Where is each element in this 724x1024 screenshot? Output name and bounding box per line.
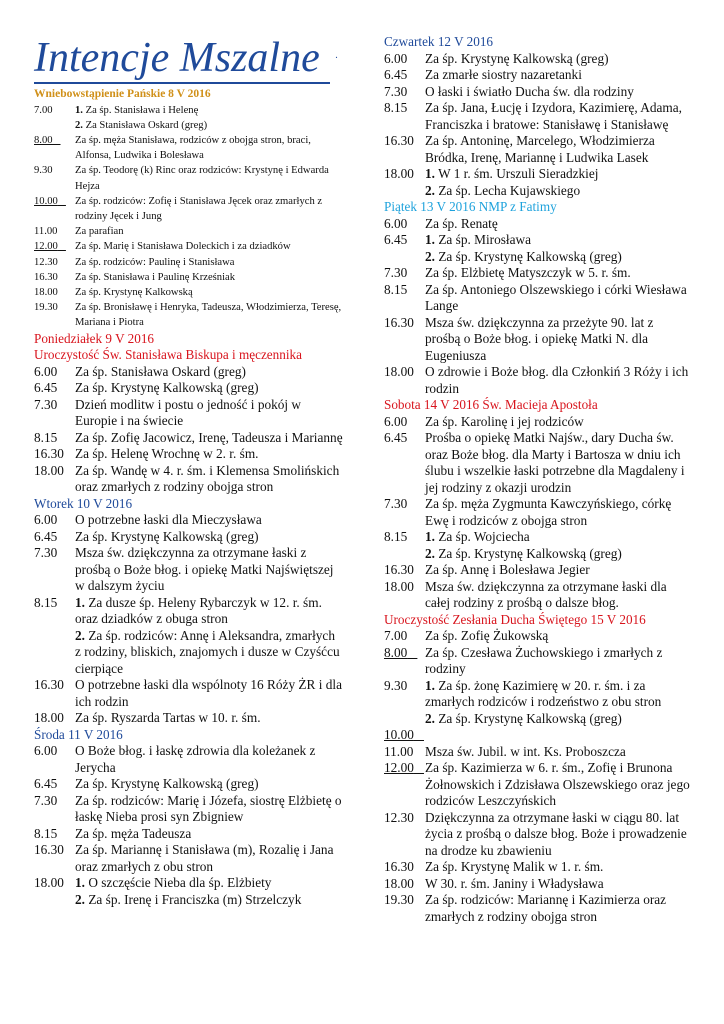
intention-label: Za śp. rodziców: Marię i Józefa, siostrę Elżbietę o łaskę Nieba prosi syn Zbigniew bbox=[75, 792, 342, 825]
mass-intention bbox=[384, 232, 690, 249]
mass-intention bbox=[384, 414, 690, 431]
intention-text bbox=[75, 842, 344, 875]
intention-label: Za śp. rodziców: Mariannę i Kazimierza oraz zmarłych z rodziny obojga stron bbox=[425, 892, 667, 924]
mass-time: 9.30 bbox=[384, 677, 408, 693]
mass-intention bbox=[34, 463, 344, 496]
intention-text bbox=[425, 430, 690, 496]
intention-text bbox=[75, 255, 344, 270]
mass-time: 18.00 bbox=[34, 875, 64, 891]
mass-time: 6.45 bbox=[34, 528, 58, 544]
intention-text bbox=[75, 103, 344, 118]
intention-label: Za śp. Czesława Żuchowskiego i zmarłych z rodziny bbox=[425, 644, 663, 676]
mass-intention bbox=[384, 364, 690, 397]
mass-time: 6.00 bbox=[34, 743, 58, 759]
intention-text bbox=[425, 249, 690, 266]
intention-number: 2. bbox=[425, 710, 435, 726]
mass-time: 8.15 bbox=[384, 100, 408, 115]
intention-label: O szczęście Nieba dla śp. Elżbiety bbox=[88, 875, 272, 891]
intention-label: O zdrowie i Boże błog. dla Członkiń 3 Róży i ich rodzin bbox=[425, 364, 689, 396]
intention-text bbox=[425, 216, 690, 233]
mass-time: 19.30 bbox=[384, 892, 414, 907]
intention-text bbox=[75, 239, 344, 254]
mass-intention bbox=[34, 545, 344, 595]
mass-time: 10.00 bbox=[34, 195, 58, 207]
intention-text bbox=[75, 133, 344, 163]
mass-time: 18.00 bbox=[384, 166, 414, 181]
intention-text bbox=[425, 562, 690, 579]
mass-intention bbox=[384, 133, 690, 166]
mass-time: 16.30 bbox=[34, 842, 64, 858]
mass-intention bbox=[384, 315, 690, 365]
intention-text bbox=[75, 512, 344, 529]
mass-intention bbox=[34, 892, 344, 909]
mass-intention bbox=[384, 876, 690, 893]
intention-label: Za śp. męża Tadeusza bbox=[75, 825, 192, 841]
day-header: Czwartek 12 V 2016 bbox=[384, 34, 494, 49]
intention-text bbox=[425, 579, 690, 612]
mass-intention bbox=[34, 512, 344, 529]
intention-number: 2. bbox=[425, 545, 435, 561]
intention-label: Za śp. Krystynę Kalkowską (greg) bbox=[75, 528, 259, 544]
intention-label: Za śp. Mirosława bbox=[438, 232, 532, 247]
intention-number: 2. bbox=[75, 627, 85, 643]
day-header: Środa 11 V 2016 bbox=[34, 726, 123, 742]
intention-text bbox=[75, 545, 344, 595]
intention-label: Za śp. męża Stanisława, rodziców z obojga stron, braci, Alfonsa, Ludwika i Bolesława bbox=[75, 134, 311, 162]
mass-intention bbox=[34, 677, 344, 710]
mass-intention bbox=[384, 216, 690, 233]
mass-time: 7.00 bbox=[384, 628, 408, 643]
intention-label: Za śp. Lecha Kujawskiego bbox=[438, 182, 581, 198]
mass-intention bbox=[34, 397, 344, 430]
intention-label: Za śp. Teodorę (k) Rinc oraz rodziców: Krystynę i Edwarda Hejza bbox=[75, 165, 329, 192]
mass-time: 18.00 bbox=[34, 286, 58, 298]
intention-label: Msza św. Jubil. w int. Ks. Proboszcza bbox=[425, 743, 626, 759]
mass-intention bbox=[384, 100, 690, 133]
mass-intention bbox=[384, 183, 690, 200]
intention-label: O potrzebne łaski dla wspólnoty 16 Róży ŻR i dla ich rodzin bbox=[75, 677, 343, 709]
mass-time: 16.30 bbox=[34, 271, 58, 283]
intention-text bbox=[75, 364, 344, 381]
intention-number: 1. bbox=[75, 104, 83, 116]
mass-intention bbox=[384, 678, 690, 711]
intention-text bbox=[425, 645, 690, 678]
intention-label: Za śp. Stanisława Oskard (greg) bbox=[75, 363, 246, 379]
intention-text bbox=[75, 300, 344, 330]
mass-time: 18.00 bbox=[384, 875, 414, 891]
mass-time: 16.30 bbox=[34, 446, 64, 462]
mass-intention bbox=[384, 810, 690, 860]
day-section bbox=[34, 727, 344, 909]
intention-label: Za śp. Jana, Łucję i Izydora, Kazimierę, Adama, Franciszka i bratowe: Stanisławę i Stanisławę bbox=[425, 100, 682, 132]
mass-intention bbox=[384, 166, 690, 183]
mass-intention bbox=[384, 249, 690, 266]
intention-label: Za śp. Krystynę Kalkowską (greg) bbox=[438, 545, 622, 561]
mass-intention bbox=[384, 711, 690, 728]
mass-time: 8.00 bbox=[34, 134, 53, 146]
mass-intention bbox=[34, 595, 344, 628]
mass-intention bbox=[384, 546, 690, 563]
intention-text bbox=[425, 859, 690, 876]
mass-time: 12.00 bbox=[384, 760, 414, 775]
intention-label: Za dusze śp. Heleny Rybarczyk w 12. r. śm. oraz dziadków z obuga stron bbox=[75, 594, 322, 627]
mass-time: 10.00 bbox=[384, 727, 414, 742]
intention-label: O łaski i światło Ducha św. dla rodziny bbox=[425, 83, 634, 99]
intention-label: Za śp. rodziców: Paulinę i Stanisława bbox=[75, 256, 235, 268]
intention-label: Za śp. Antoninę, Marcelego, Włodzimierza Bródka, Irenę, Mariannę i Ludwika Lasek bbox=[425, 133, 655, 165]
intention-text bbox=[425, 100, 690, 133]
intention-label: Dzień modlitw i postu o jedność i pokój w Europie i na świecie bbox=[75, 396, 302, 429]
intention-text bbox=[75, 710, 344, 727]
intention-text bbox=[425, 133, 690, 166]
intention-label: Za śp. Krystynę Malik w 1. r. śm. bbox=[425, 859, 604, 874]
intention-text bbox=[425, 183, 690, 200]
intention-number: 2. bbox=[425, 248, 435, 264]
intention-text bbox=[75, 430, 344, 447]
day-header: Wniebowstąpienie Pańskie 8 V 2016 bbox=[34, 88, 211, 100]
mass-time: 16.30 bbox=[384, 133, 414, 148]
intention-text bbox=[75, 118, 344, 133]
mass-intention bbox=[384, 84, 690, 101]
mass-time: 8.15 bbox=[34, 594, 58, 610]
intention-text bbox=[425, 282, 690, 315]
mass-intention bbox=[34, 793, 344, 826]
mass-time: 6.45 bbox=[384, 67, 408, 82]
mass-intention bbox=[384, 760, 690, 810]
intention-label: Za śp. Helenę Wrochnę w 2. r. śm. bbox=[75, 446, 259, 462]
mass-time: 16.30 bbox=[384, 859, 414, 874]
intention-label: Za śp. Ryszarda Tartas w 10. r. śm. bbox=[75, 710, 261, 726]
intention-text bbox=[425, 678, 690, 711]
mass-time: 8.15 bbox=[34, 825, 58, 841]
intention-number: 2. bbox=[425, 182, 435, 198]
intention-text bbox=[425, 810, 690, 860]
intention-label: Za śp. męża Zygmunta Kawczyńskiego, córkę Ewę i rodziców z obojga stron bbox=[425, 496, 672, 528]
intention-text bbox=[425, 529, 690, 546]
intention-text bbox=[75, 776, 344, 793]
mass-intention bbox=[384, 744, 690, 761]
mass-time: 7.30 bbox=[34, 545, 58, 561]
mass-intention bbox=[34, 255, 344, 270]
intention-label: W 1 r. śm. Urszuli Sieradzkiej bbox=[438, 166, 599, 181]
intention-text bbox=[75, 793, 344, 826]
mass-intention bbox=[384, 282, 690, 315]
intention-label: Za zmarłe siostry nazaretanki bbox=[425, 67, 582, 82]
mass-time: 7.30 bbox=[384, 496, 408, 511]
intention-text bbox=[75, 529, 344, 546]
intention-text bbox=[425, 364, 690, 397]
mass-intention bbox=[34, 270, 344, 285]
day-section bbox=[384, 397, 690, 612]
intention-text bbox=[75, 446, 344, 463]
intention-number: 2. bbox=[75, 119, 83, 131]
intention-text bbox=[425, 414, 690, 431]
mass-time: 11.00 bbox=[34, 226, 58, 238]
day-header: Piątek 13 V 2016 NMP z Fatimy bbox=[384, 199, 557, 214]
mass-intention bbox=[34, 380, 344, 397]
intention-label: O potrzebne łaski dla Mieczysława bbox=[75, 512, 262, 528]
mass-time: 12.00 bbox=[34, 241, 58, 253]
mass-intention bbox=[34, 826, 344, 843]
mass-intention bbox=[384, 430, 690, 496]
intention-label: Za śp. Krystynę Kalkowską (greg) bbox=[438, 710, 622, 726]
mass-time: 16.30 bbox=[384, 562, 414, 577]
intention-label: Za śp. Marię i Stanisława Doleckich i za dziadków bbox=[75, 241, 291, 253]
day-header: Sobota 14 V 2016 Św. Macieja Apostoła bbox=[384, 397, 598, 412]
intention-text bbox=[75, 163, 344, 193]
intention-text bbox=[75, 285, 344, 300]
intention-label: Za śp. Antoniego Olszewskiego i córki Wiesława Lange bbox=[425, 281, 687, 313]
intention-label: Za śp. Bronisławę i Henryka, Tadeusza, Włodzimierza, Teresę, Mariana i Piotra bbox=[75, 302, 342, 329]
mass-intention bbox=[34, 103, 344, 118]
mass-time: 6.00 bbox=[34, 363, 58, 379]
intention-text bbox=[75, 677, 344, 710]
intention-label: W 30. r. śm. Janiny i Władysława bbox=[425, 875, 604, 891]
mass-intention bbox=[384, 859, 690, 876]
intention-text bbox=[75, 743, 344, 776]
intention-text bbox=[425, 232, 690, 249]
intention-number: 2. bbox=[75, 891, 85, 907]
day-header: Uroczystość Zesłania Ducha Świętego 15 V 2016 bbox=[384, 611, 646, 627]
intention-label: Msza św. dziękczynna za otrzymane łaski dla całej rodziny z prośbą o dalsze błog. bbox=[425, 578, 667, 610]
mass-intention bbox=[34, 224, 344, 239]
day-section bbox=[34, 86, 344, 331]
mass-intention bbox=[384, 496, 690, 529]
mass-time: 16.30 bbox=[384, 314, 414, 330]
intention-label: Prośba o opiekę Matki Najśw., dary Ducha św. oraz Boże błog. dla Marty i Bartosza w dniu ich ślubu i wszelkie łaski potrzebne dla Magdaleny i jej rodziny z okazji urodzin bbox=[425, 430, 685, 495]
intention-text bbox=[425, 166, 690, 183]
mass-time: 6.45 bbox=[34, 776, 58, 792]
mass-intention bbox=[34, 446, 344, 463]
intention-number: 1. bbox=[425, 677, 435, 693]
intention-label: Za śp. Krystynę Kalkowską (greg) bbox=[425, 50, 609, 66]
intention-label: Za śp. rodziców: Annę i Aleksandra, zmarłych z rodziny, bliskich, znajomych i dusze w Czyśćcu cierpiące bbox=[75, 627, 340, 676]
intention-number: 1. bbox=[425, 166, 435, 181]
mass-time: 7.30 bbox=[384, 83, 408, 99]
mass-time: 12.30 bbox=[34, 256, 58, 268]
intention-number: 1. bbox=[425, 232, 435, 247]
intention-label: Msza św. dziękczynna za otrzymane łaski z prośbą o Boże błog. i opiekę Matki Najświętszej w dalszym życiu bbox=[75, 545, 334, 594]
mass-intention bbox=[34, 239, 344, 254]
day-section bbox=[384, 34, 690, 199]
mass-intention bbox=[34, 285, 344, 300]
mass-intention bbox=[384, 51, 690, 68]
intention-label: Za śp. Annę i Bolesława Jegier bbox=[425, 562, 590, 577]
mass-time: 6.00 bbox=[384, 413, 408, 429]
mass-intention bbox=[34, 529, 344, 546]
day-section bbox=[384, 199, 690, 397]
mass-intention bbox=[34, 118, 344, 133]
mass-intention bbox=[34, 875, 344, 892]
mass-time: 8.15 bbox=[34, 429, 58, 445]
intention-text bbox=[425, 51, 690, 68]
mass-intention bbox=[34, 743, 344, 776]
intention-label: Za śp. Stanisława i Helenę bbox=[85, 104, 199, 116]
intention-text bbox=[75, 595, 344, 628]
mass-time: 6.00 bbox=[384, 50, 408, 66]
mass-intention bbox=[34, 430, 344, 447]
mass-time: 11.00 bbox=[384, 743, 414, 759]
intention-label: Za śp. Irenę i Franciszka (m) Strzelczyk bbox=[88, 891, 302, 907]
intention-label: Za śp. Wandę w 4. r. śm. i Klemensa Smolińskich oraz zmarłych z rodziny obojga stron bbox=[75, 462, 340, 495]
intention-label: Za śp. Zofię Żukowską bbox=[425, 628, 549, 643]
mass-time: 6.45 bbox=[384, 430, 408, 445]
intention-label: Za śp. Karolinę i jej rodziców bbox=[425, 413, 584, 429]
mass-time: 18.00 bbox=[34, 710, 64, 726]
mass-time: 16.30 bbox=[34, 677, 64, 693]
intention-label: Za śp. Krystynę Kalkowską (greg) bbox=[75, 776, 259, 792]
mass-intention bbox=[384, 645, 690, 678]
mass-time: 9.30 bbox=[34, 165, 53, 177]
intention-number: 1. bbox=[75, 875, 85, 891]
intention-label: Za śp. Krystynę Kalkowską (greg) bbox=[75, 380, 259, 396]
intention-text bbox=[425, 760, 690, 810]
intention-text bbox=[75, 628, 344, 678]
mass-intention bbox=[384, 727, 690, 744]
intention-text bbox=[75, 270, 344, 285]
mass-intention bbox=[384, 579, 690, 612]
title-dot: . bbox=[335, 50, 338, 61]
intention-label: Za śp. Zofię Jacowicz, Irenę, Tadeusza i Mariannę bbox=[75, 429, 343, 445]
intention-text bbox=[75, 463, 344, 496]
mass-intention bbox=[34, 776, 344, 793]
intention-label: Za śp. Renatę bbox=[425, 215, 498, 231]
intention-text bbox=[425, 876, 690, 893]
mass-time: 8.15 bbox=[384, 529, 408, 544]
mass-intention bbox=[34, 364, 344, 381]
intention-label: Za śp. Kazimierza w 6. r. śm., Zofię i Brunona Żołnowskich i Zdzisława Olszewskiego oraz jego rodziców Leszczyńskich bbox=[425, 760, 690, 808]
mass-intention bbox=[384, 265, 690, 282]
intention-label: Za śp. żonę Kazimierę w 20. r. śm. i za zmarłych rodziców i rodzeństwo z obu stron bbox=[425, 677, 662, 709]
right-column bbox=[384, 34, 690, 925]
intention-number: 1. bbox=[425, 529, 435, 544]
intention-text bbox=[425, 892, 690, 925]
intention-label: Za śp. Krystynę Kalkowską (greg) bbox=[438, 248, 622, 264]
intention-number: 1. bbox=[75, 594, 85, 610]
mass-intention bbox=[384, 562, 690, 579]
intention-label: Za śp. Wojciecha bbox=[438, 529, 530, 544]
intention-text bbox=[75, 875, 344, 892]
intention-label: Msza św. dziękczynna za przeżyte 90. lat z prośbą o Boże błog. i opiekę Matki N. dla Eugeniusza bbox=[425, 314, 654, 363]
day-header: Poniedziałek 9 V 2016 bbox=[34, 330, 155, 346]
mass-intention bbox=[384, 892, 690, 925]
mass-intention bbox=[34, 628, 344, 678]
intention-text bbox=[425, 265, 690, 282]
intention-label: Za śp. rodziców: Zofię i Stanisława Jęcek oraz zmarłych z rodziny Jęcek i Jung bbox=[75, 195, 323, 222]
mass-time: 6.45 bbox=[34, 380, 58, 396]
mass-time: 6.00 bbox=[34, 512, 58, 528]
mass-time: 7.30 bbox=[34, 396, 58, 412]
day-section bbox=[384, 612, 690, 926]
intention-text bbox=[75, 224, 344, 239]
intention-text bbox=[425, 315, 690, 365]
day-section bbox=[34, 496, 344, 727]
intention-text bbox=[75, 892, 344, 909]
mass-time: 8.00 bbox=[384, 644, 408, 660]
intention-text bbox=[75, 397, 344, 430]
feast-header: Uroczystość Św. Stanisława Biskupa i męczennika bbox=[34, 347, 302, 363]
intention-text bbox=[425, 496, 690, 529]
intention-text bbox=[425, 744, 690, 761]
intention-text bbox=[75, 826, 344, 843]
intention-text bbox=[425, 711, 690, 728]
intention-label: Za śp. Elżbietę Matyszczyk w 5. r. śm. bbox=[425, 265, 631, 280]
mass-intention bbox=[34, 163, 344, 193]
intention-label: Za śp. Mariannę i Stanisława (m), Rozalię i Jana oraz zmarłych z obu stron bbox=[75, 842, 334, 874]
mass-time: 12.30 bbox=[384, 809, 414, 825]
mass-time: 6.00 bbox=[384, 215, 408, 231]
intention-text bbox=[425, 84, 690, 101]
mass-time: 8.15 bbox=[384, 281, 408, 297]
mass-time: 7.30 bbox=[34, 792, 58, 808]
intention-text bbox=[75, 194, 344, 224]
intention-text bbox=[425, 67, 690, 84]
mass-time: 19.30 bbox=[34, 302, 58, 314]
day-section bbox=[34, 331, 344, 496]
mass-time: 18.00 bbox=[384, 578, 414, 594]
mass-intention bbox=[34, 300, 344, 330]
intention-label: Za śp. Krystynę Kalkowską bbox=[75, 286, 193, 298]
left-column bbox=[34, 34, 344, 908]
intention-text bbox=[75, 380, 344, 397]
page-title: Intencje Mszalne . bbox=[34, 34, 330, 84]
mass-intention bbox=[384, 67, 690, 84]
mass-intention bbox=[384, 529, 690, 546]
mass-time: 7.30 bbox=[384, 265, 408, 280]
mass-intention bbox=[34, 842, 344, 875]
mass-intention bbox=[384, 628, 690, 645]
day-header: Wtorek 10 V 2016 bbox=[34, 495, 133, 511]
mass-time: 6.45 bbox=[384, 232, 408, 247]
intention-label: Za śp. Stanisława i Paulinę Krześniak bbox=[75, 271, 236, 283]
intention-text bbox=[425, 628, 690, 645]
mass-intention bbox=[34, 194, 344, 224]
intention-label: Dziękczynna za otrzymane łaski w ciągu 80. lat życia z prośbą o dalsze błog. Boże i prowadzenie na drodze ku zbawieniu bbox=[425, 809, 687, 858]
mass-intention bbox=[34, 710, 344, 727]
mass-time: 18.00 bbox=[34, 462, 64, 478]
intention-label: O Boże błog. i łaskę zdrowia dla koleżanek z Jerycha bbox=[75, 743, 316, 775]
mass-time: 18.00 bbox=[384, 364, 414, 379]
intention-text bbox=[425, 546, 690, 563]
intention-label: Za parafian bbox=[75, 226, 124, 238]
intention-label: Za Stanisława Oskard (greg) bbox=[85, 119, 208, 131]
mass-intention bbox=[34, 133, 344, 163]
mass-time: 7.00 bbox=[34, 104, 53, 116]
